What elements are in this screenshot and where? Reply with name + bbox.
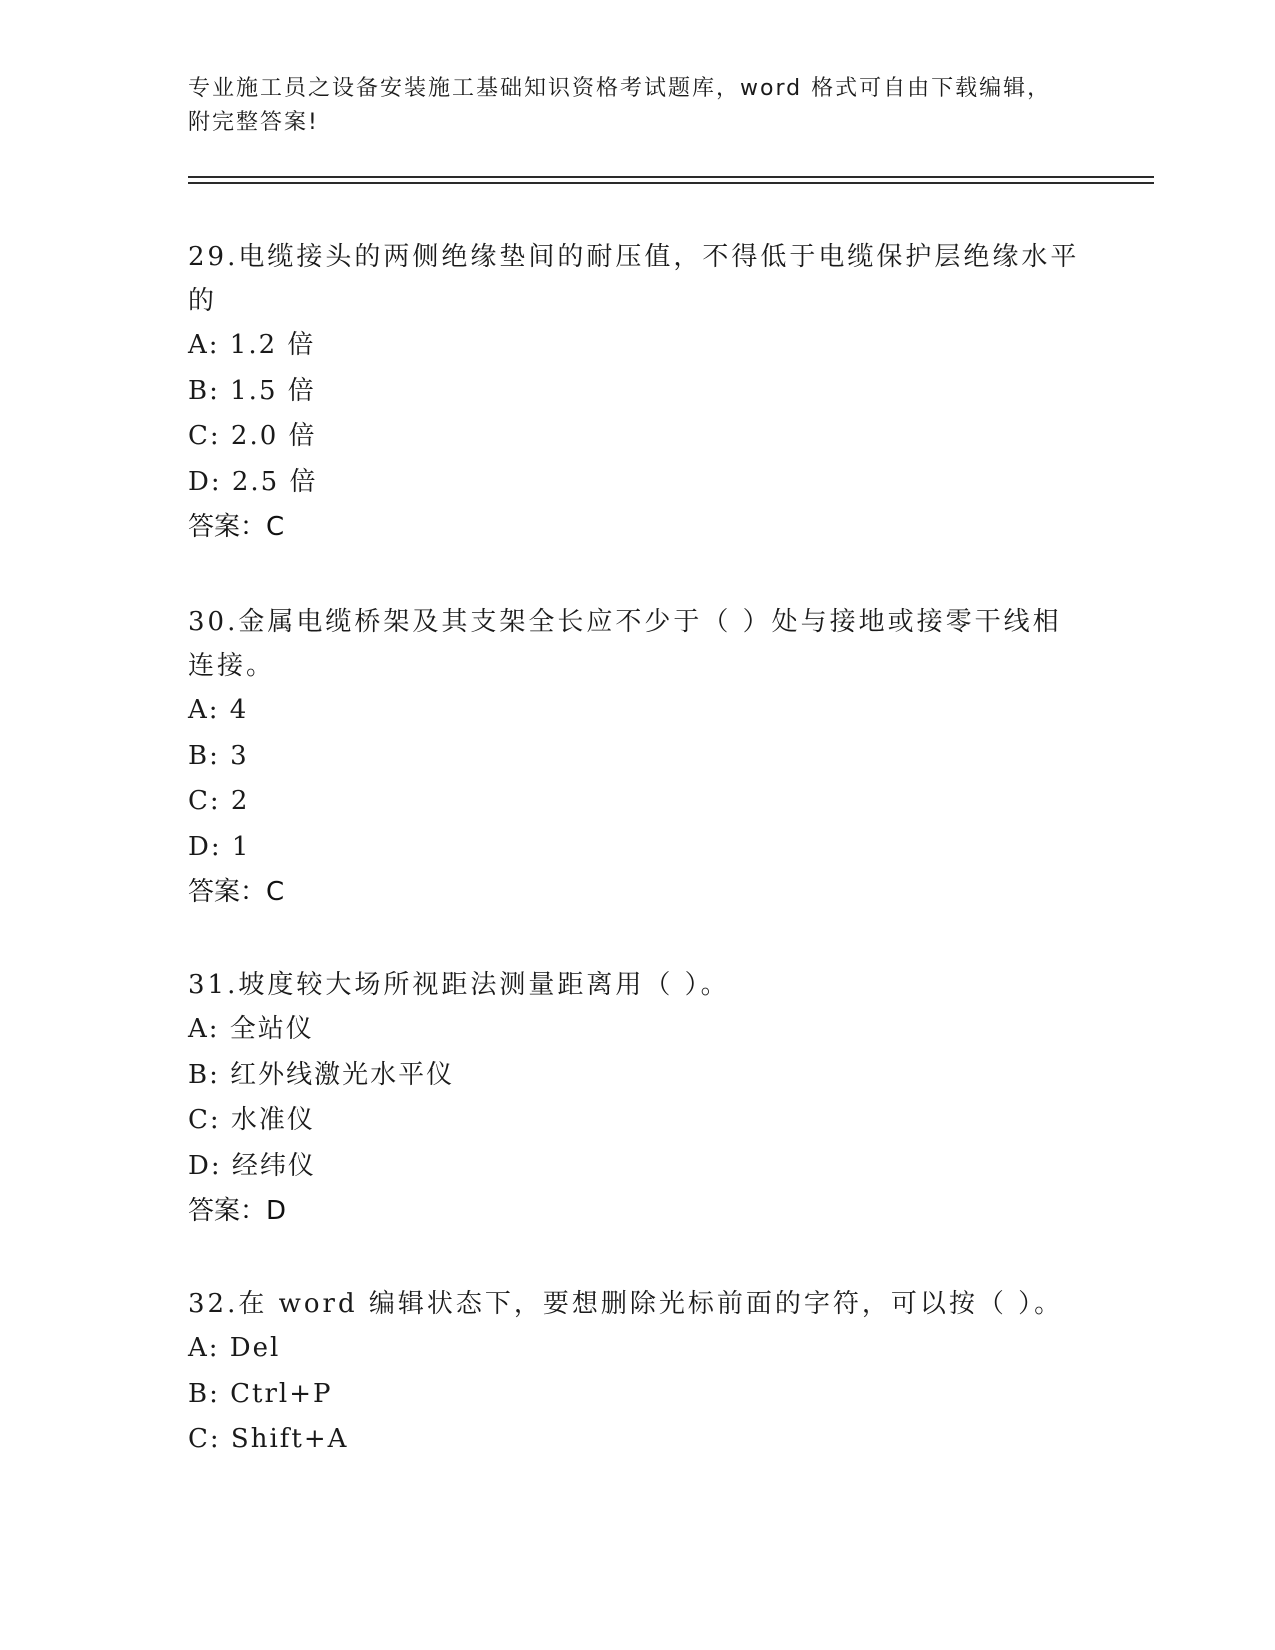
option-a: A: 全站仪 [188, 1014, 314, 1044]
answer: 答案：D [188, 1196, 287, 1226]
header-divider-top [188, 176, 1154, 178]
option-c: C: 水准仪 [188, 1105, 315, 1135]
question-29 [188, 235, 1088, 551]
answer: 答案：C [188, 512, 285, 542]
answer: 答案：C [188, 877, 285, 907]
question-title-continued: 连接。 [188, 651, 276, 681]
question-title: 30.金属电缆桥架及其支架全长应不少于（ ）处与接地或接零干线相 [188, 607, 1062, 637]
question-30 [188, 600, 1088, 916]
option-b: B: 1.5 倍 [188, 375, 316, 406]
question-title: 32.在 word 编辑状态下，要想删除光标前面的字符，可以按（ ）。 [188, 1289, 1064, 1319]
question-title: 31.坡度较大场所视距法测量距离用（ ）。 [188, 970, 730, 1000]
header-intro-line-2: 附完整答案! [188, 110, 319, 135]
option-b: B: 3 [188, 740, 249, 771]
question-title: 29.电缆接头的两侧绝缘垫间的耐压值，不得低于电缆保护层绝缘水平 [188, 242, 1080, 272]
option-a: A: Del [188, 1333, 281, 1363]
option-c: C: 2 [188, 786, 250, 816]
option-c: C: 2.0 倍 [188, 421, 317, 451]
option-d: D: 经纬仪 [188, 1150, 316, 1181]
question-32 [188, 1282, 1088, 1463]
option-d: D: 1 [188, 831, 251, 862]
option-c: C: Shift+A [188, 1424, 349, 1454]
option-b: B: 红外线激光水平仪 [188, 1059, 455, 1090]
option-b: B: Ctrl+P [188, 1378, 333, 1409]
option-a: A: 1.2 倍 [188, 330, 316, 360]
header-intro-line-1: 专业施工员之设备安装施工基础知识资格考试题库，word 格式可自由下载编辑， [188, 76, 1052, 101]
option-a: A: 4 [188, 695, 249, 725]
header-divider-bottom [188, 182, 1154, 184]
option-d: D: 2.5 倍 [188, 466, 318, 497]
question-31 [188, 963, 1088, 1235]
document-header [188, 72, 1068, 140]
question-title-continued: 的 [188, 286, 218, 316]
